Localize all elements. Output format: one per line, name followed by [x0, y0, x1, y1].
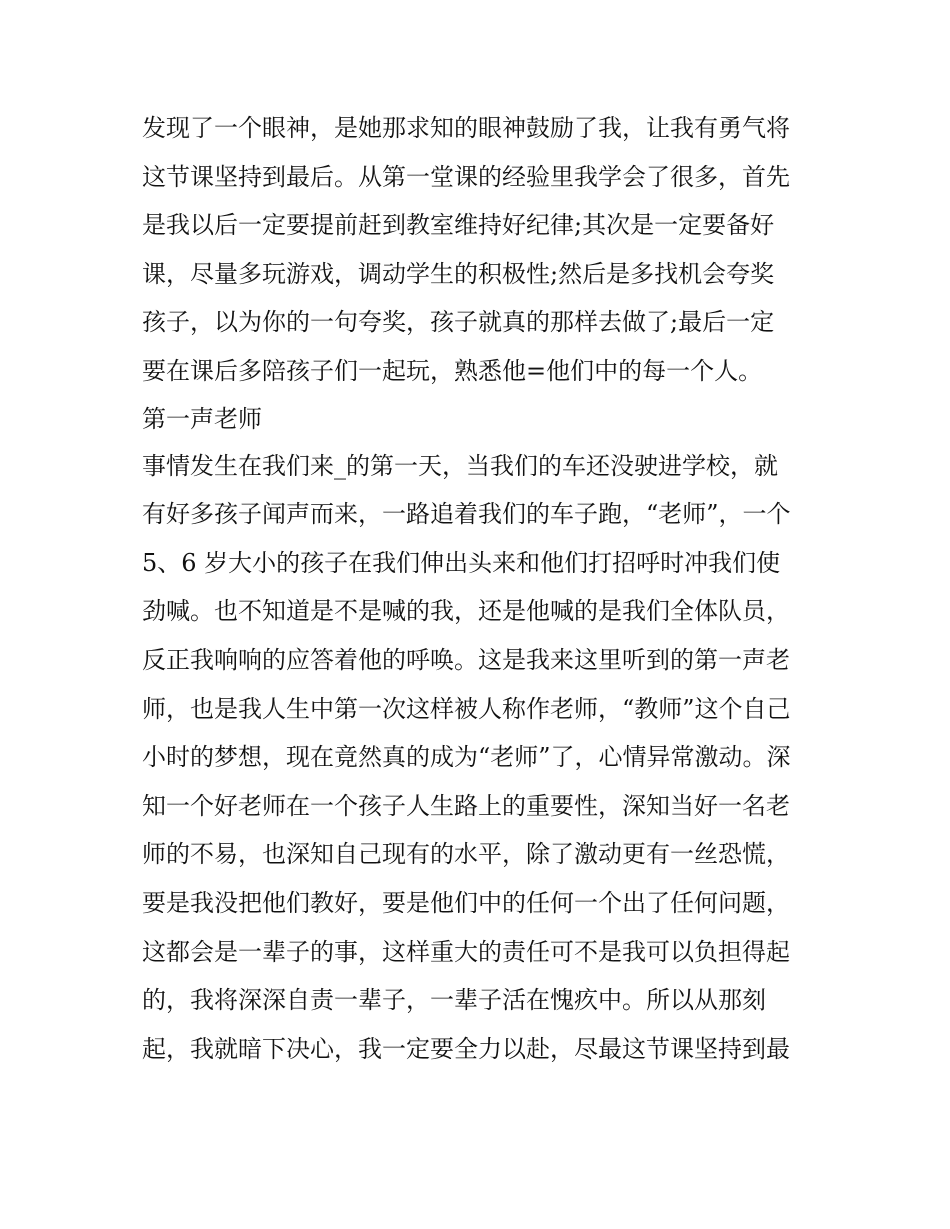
text-line: 这节课坚持到最后。从第一堂课的经验里我学会了很多，首先 [142, 162, 790, 191]
text-line: 发现了一个眼神，是她那求知的眼神鼓励了我，让我有勇气将 [142, 114, 790, 142]
text-line: 有好多孩子闻声而来，一路追着我们的车子跑，“老师”，一个 [142, 500, 791, 529]
text-line: 课，尽量多玩游戏，调动学生的积极性;然后是多找机会夸奖 [142, 259, 775, 288]
text-line: 师，也是我人生中第一次这样被人称作老师，“教师”这个自己 [142, 694, 791, 723]
text-line: 是我以后一定要提前赶到教室维持好纪律;其次是一定要备好 [142, 211, 775, 240]
text-line: 劲喊。也不知道是不是喊的我，还是他喊的是我们全体队员， [142, 597, 790, 626]
text-line: 事情发生在我们来_的第一天，当我们的车还没驶进学校，就 [142, 451, 778, 480]
text-line: 知一个好老师在一个孩子人生路上的重要性，深知当好一名老 [142, 791, 790, 820]
text-line: 小时的梦想，现在竟然真的成为“老师”了，心情异常激动。深 [142, 743, 791, 772]
text-line: 5、6 岁大小的孩子在我们伸出头来和他们打招呼时冲我们使 [142, 548, 781, 577]
text-line: 起，我就暗下决心，我一定要全力以赴，尽最这节课坚持到最 [142, 1034, 790, 1063]
text-line: 孩子，以为你的一句夸奖，孩子就真的那样去做了;最后一定 [142, 308, 775, 337]
text-line: 反正我响响的应答着他的呼唤。这是我来这里听到的第一声老 [142, 645, 790, 674]
section-heading: 第一声老师 [142, 404, 262, 433]
text-line: 的，我将深深自责一辈子，一辈子活在愧疚中。所以从那刻 [142, 986, 766, 1015]
text-line: 要在课后多陪孩子们一起玩，熟悉他=他们中的每一个人。 [142, 356, 763, 385]
text-line: 这都会是一辈子的事，这样重大的责任可不是我可以负担得起 [142, 937, 790, 966]
document-body [142, 104, 822, 1073]
text-line: 师的不易，也深知自己现有的水平，除了激动更有一丝恐慌， [142, 840, 790, 869]
text-line: 要是我没把他们教好，要是他们中的任何一个出了任何问题， [142, 888, 790, 917]
